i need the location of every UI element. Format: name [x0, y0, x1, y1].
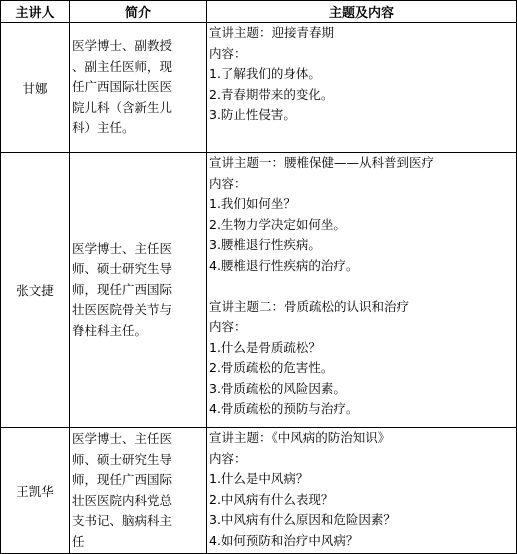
speaker-cell: 甘娜	[1, 23, 70, 153]
intro-line: 师，现任广西国际	[72, 472, 173, 487]
topic-line: 2.骨质疏松的危害性。	[209, 360, 334, 375]
header-topics: 主题及内容	[207, 1, 517, 23]
topic-line: 3.骨质疏松的风险因素。	[209, 380, 346, 396]
intro-line: 医学博士、副教授	[72, 38, 173, 54]
topic-line: 内容：	[209, 450, 247, 466]
intro-line: 脊柱科主任。	[72, 322, 148, 338]
topic-line: 1.了解我们的身体。	[209, 66, 321, 81]
topic-line: 1.什么是骨质疏松？	[209, 339, 321, 355]
intro-line: 医学博士、主任医	[72, 431, 173, 446]
intro-line: 师、硕士研究生导	[72, 261, 173, 277]
topic-line: 4.腰椎退行性疾病的治疗。	[209, 257, 359, 273]
topic-line: 内容：	[209, 45, 247, 61]
header-row	[1, 1, 517, 23]
topic-line: 3.防止性侵害。	[209, 107, 296, 122]
speaker-cell: 张文捷	[1, 153, 70, 428]
intro-line: 支书记、脑病科主	[72, 513, 173, 528]
intro-line: 师、硕士研究生导	[72, 451, 173, 467]
topic-line: 2.生物力学决定如何坐。	[209, 216, 346, 232]
topic-title: 宣讲主题二：骨质疏松的认识和治疗	[209, 298, 410, 314]
speaker-cell: 王凯华	[1, 428, 70, 554]
table-row	[1, 23, 517, 153]
topic-line: 1.什么是中风病？	[209, 471, 309, 486]
topic-title: 宣讲主题一：腰椎保健——从科普到医疗	[209, 155, 435, 170]
topic-title: 宣讲主题：《中风病的防治知识》	[209, 430, 391, 445]
topic-line: 1.我们如何坐？	[209, 196, 296, 211]
intro-line: 任	[72, 533, 85, 549]
intro-line: 壮医医院内科党总	[72, 492, 173, 508]
topic-line: 2.中风病有什么表现？	[209, 491, 334, 507]
topic-line: 4.如何预防和治疗中风病？	[209, 532, 359, 548]
intro-cell	[70, 428, 207, 554]
topics-cell	[207, 23, 517, 153]
topic-line: 4.骨质疏松的预防与治疗。	[209, 401, 359, 416]
table-row	[1, 153, 517, 428]
topic-line: 3.腰椎退行性疾病。	[209, 237, 321, 252]
intro-line: 医学博士、主任医	[72, 240, 173, 256]
intro-cell	[70, 23, 207, 153]
topic-title: 宣讲主题：迎接青春期	[209, 25, 335, 40]
intro-line: 壮医医院骨关节与	[72, 302, 173, 318]
topic-line: 内容：	[209, 319, 247, 334]
topic-line: 内容：	[209, 175, 247, 191]
header-intro: 简介	[70, 1, 207, 23]
intro-line: 任广西国际壮医医	[72, 79, 173, 95]
topics-cell	[207, 428, 517, 554]
topics-cell	[207, 153, 517, 428]
intro-line: 师，现任广西国际	[72, 281, 173, 297]
intro-line: 科）主任。	[72, 120, 135, 136]
topic-line: 3.中风病有什么原因和危险因素？	[209, 512, 396, 527]
topic-gap	[209, 276, 514, 297]
intro-line: 、副主任医师，现	[72, 58, 173, 74]
header-speaker: 主讲人	[1, 1, 70, 23]
intro-cell	[70, 153, 207, 428]
table-row	[1, 428, 517, 554]
intro-line: 院儿科（含新生儿	[72, 99, 173, 115]
topic-line: 2.青春期带来的变化。	[209, 86, 334, 102]
